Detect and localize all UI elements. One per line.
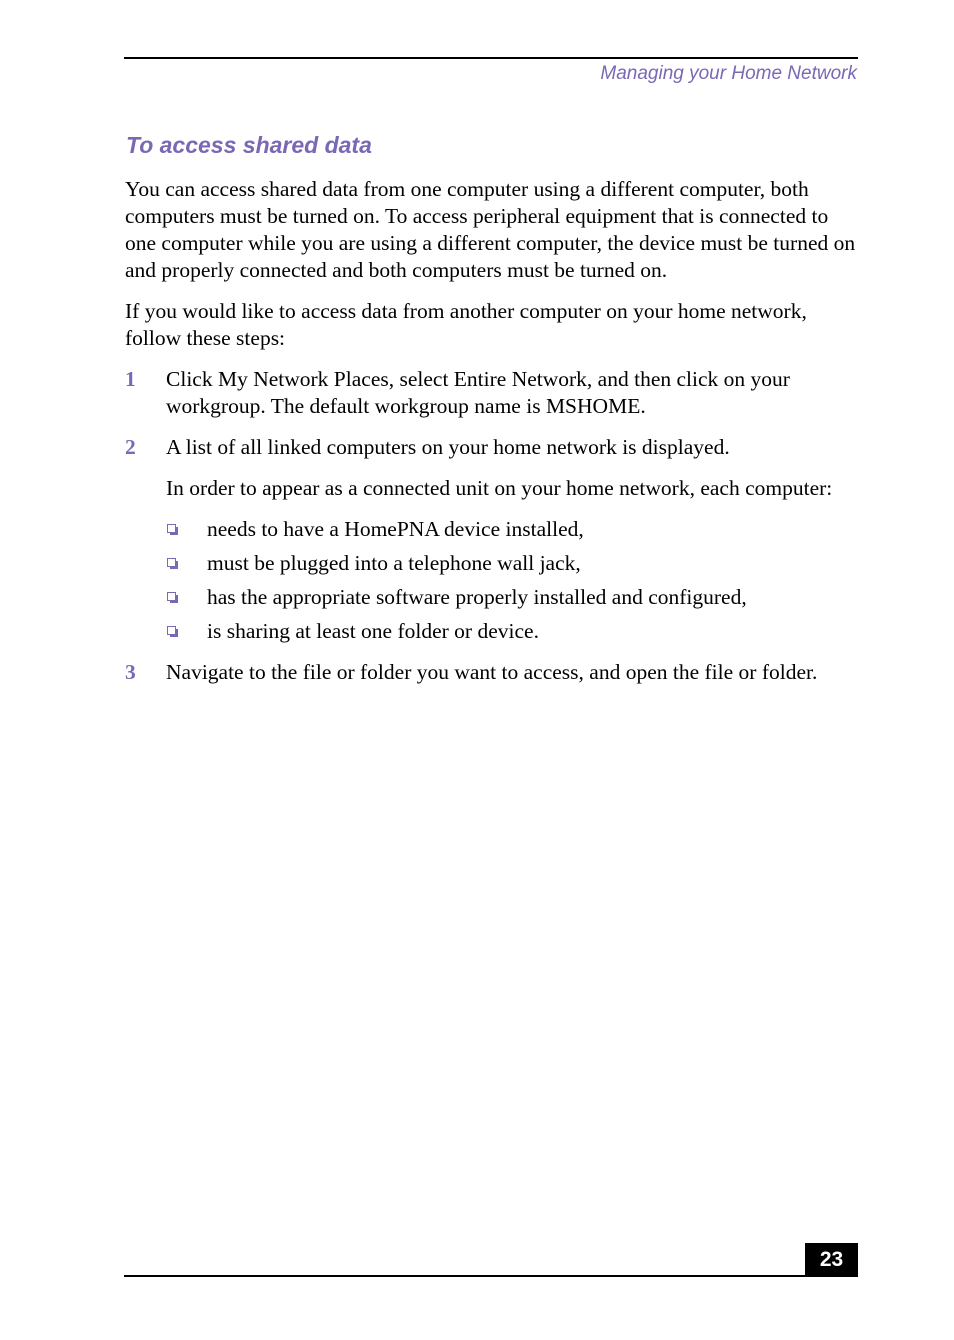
footer-rule xyxy=(124,1275,858,1277)
header-rule xyxy=(124,57,858,59)
list-item-text: must be plugged into a telephone wall jack, xyxy=(207,551,581,575)
page-content xyxy=(125,176,860,700)
step-number: 3 xyxy=(125,660,136,684)
checkbox-bullet-icon xyxy=(167,626,176,635)
step-text: A list of all linked computers on your home network is displayed. xyxy=(166,435,730,459)
list-item xyxy=(166,584,860,611)
step-text: Click My Network Places, select Entire Network, and then click on your workgroup. The default workgroup name is MSHOME. xyxy=(166,367,790,418)
list-item xyxy=(166,618,860,645)
step-2 xyxy=(125,434,860,645)
step-1 xyxy=(125,366,860,420)
step-subtext: In order to appear as a connected unit on your home network, each computer: xyxy=(166,476,833,500)
list-item-text: has the appropriate software properly installed and configured, xyxy=(207,585,747,609)
step-number: 1 xyxy=(125,367,136,391)
list-item xyxy=(166,550,860,577)
step-3 xyxy=(125,659,860,686)
page-number: 23 xyxy=(805,1243,858,1277)
checkbox-bullet-icon xyxy=(167,524,176,533)
section-title: To access shared data xyxy=(126,132,372,158)
list-item-text: needs to have a HomePNA device installed, xyxy=(207,517,584,541)
checkbox-bullet-icon xyxy=(167,558,176,567)
checkbox-bullet-icon xyxy=(167,592,176,601)
steps-lead-paragraph: If you would like to access data from another computer on your home network, follow these steps: xyxy=(125,299,807,350)
list-item-text: is sharing at least one folder or device. xyxy=(207,619,539,643)
list-item xyxy=(166,516,860,543)
requirements-list xyxy=(166,516,860,645)
intro-paragraph: You can access shared data from one computer using a different computer, both computers must be turned on. To access peripheral equipment that is connected to one computer while you are using a different computer, the device must be turned on and properly connected and both computers must be turned on. xyxy=(125,177,856,282)
step-number: 2 xyxy=(125,435,136,459)
step-text: Navigate to the file or folder you want to access, and open the file or folder. xyxy=(166,660,818,684)
running-header: Managing your Home Network xyxy=(600,63,857,84)
